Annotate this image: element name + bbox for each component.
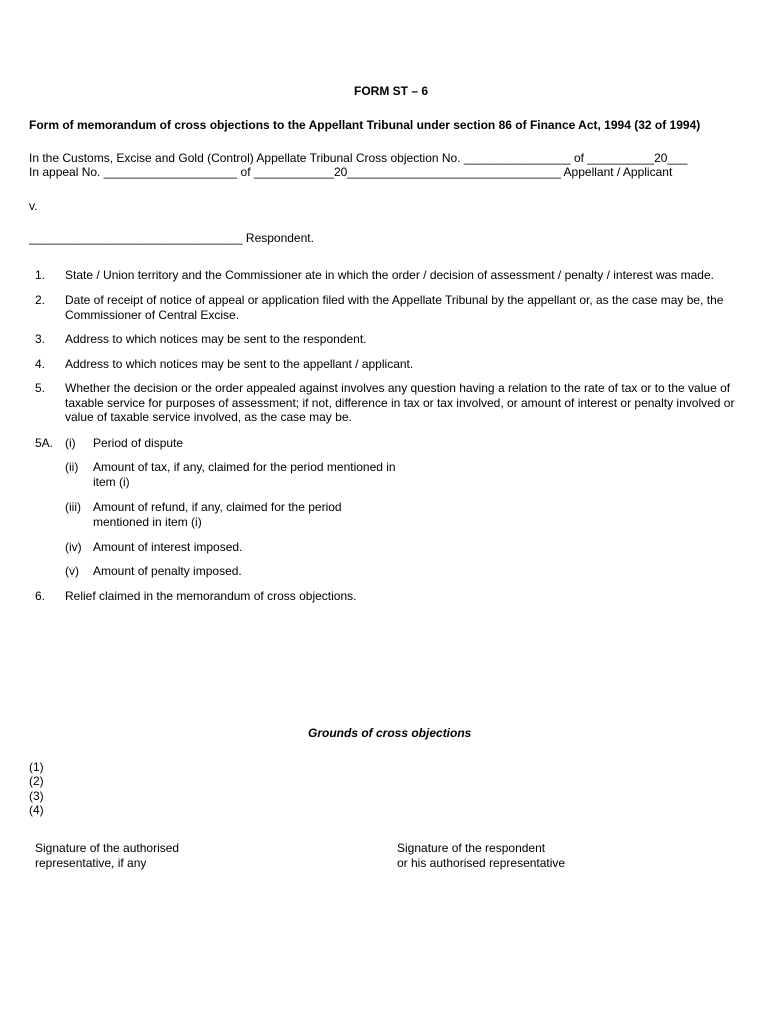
appeal-line: In appeal No. ____________________ of ____________20________________________________ Appellant / Applicant xyxy=(29,165,673,179)
signature-left-line1: Signature of the authorised xyxy=(35,841,180,855)
ground-item: (3) xyxy=(29,789,44,803)
sub-item-text: Amount of tax, if any, claimed for the period mentioned in item (i) xyxy=(93,460,396,489)
sub-item-number: (iii) xyxy=(65,500,81,514)
list-item xyxy=(35,381,755,427)
sub-item-text: Period of dispute xyxy=(93,436,184,450)
item-text: Relief claimed in the memorandum of cross objections. xyxy=(65,589,357,603)
sub-item-number: (v) xyxy=(65,564,79,578)
item-number: 6. xyxy=(35,589,46,603)
sub-item xyxy=(65,564,405,580)
sub-item-number: (ii) xyxy=(65,460,79,474)
item-number: 5. xyxy=(35,381,46,395)
ground-item: (4) xyxy=(29,803,44,817)
sub-item-number: (iv) xyxy=(65,540,82,554)
list-item xyxy=(35,357,755,373)
item-text: Whether the decision or the order appealed against involves any question having a relation to the rate of tax or to the value of taxable service for purposes of assessment; if not, difference in tax or tax involved, or amount of interest or penalty involved or value of taxable service involved, as the case may be. xyxy=(65,381,735,424)
signature-right-line2: or his authorised representative xyxy=(397,856,566,870)
signature-right-line1: Signature of the respondent xyxy=(397,841,546,855)
cross-objection-line: In the Customs, Excise and Gold (Control) Appellate Tribunal Cross objection No. ________________ of __________20___ xyxy=(29,151,688,165)
list-item xyxy=(35,589,755,605)
signature-left-line2: representative, if any xyxy=(35,856,147,870)
item-number-5a: 5A. xyxy=(35,436,54,450)
item-number: 2. xyxy=(35,293,46,307)
sub-item-text: Amount of penalty imposed. xyxy=(93,564,242,578)
sub-item-text: Amount of interest imposed. xyxy=(93,540,243,554)
sub-item xyxy=(65,540,405,556)
item-text: Address to which notices may be sent to the appellant / applicant. xyxy=(65,357,414,371)
list-item xyxy=(35,293,755,323)
sub-item xyxy=(65,436,405,452)
sub-item-number: (i) xyxy=(65,436,76,450)
item-number: 3. xyxy=(35,332,46,346)
respondent-line: ________________________________ Respondent. xyxy=(29,231,314,245)
item-text: Address to which notices may be sent to the respondent. xyxy=(65,332,367,346)
sub-item xyxy=(65,500,405,530)
form-title: FORM ST – 6 xyxy=(354,84,429,98)
versus-label: v. xyxy=(29,199,38,213)
sub-item-text: Amount of refund, if any, claimed for the period mentioned in item (i) xyxy=(93,500,342,529)
item-text: State / Union territory and the Commissioner ate in which the order / decision of assessment / penalty / interest was made. xyxy=(65,268,714,282)
ground-item: (1) xyxy=(29,760,44,774)
list-item xyxy=(35,332,755,348)
list-item xyxy=(35,268,755,284)
item-number: 1. xyxy=(35,268,46,282)
sub-item xyxy=(65,460,405,490)
grounds-heading: Grounds of cross objections xyxy=(308,726,472,740)
item-text: Date of receipt of notice of appeal or application filed with the Appellate Tribunal by the appellant or, as the case may be, the Commissioner of Central Excise. xyxy=(65,293,724,322)
ground-item: (2) xyxy=(29,774,44,788)
item-number: 4. xyxy=(35,357,46,371)
form-subtitle: Form of memorandum of cross objections to the Appellant Tribunal under section 86 of Finance Act, 1994 (32 of 1994) xyxy=(29,118,701,132)
